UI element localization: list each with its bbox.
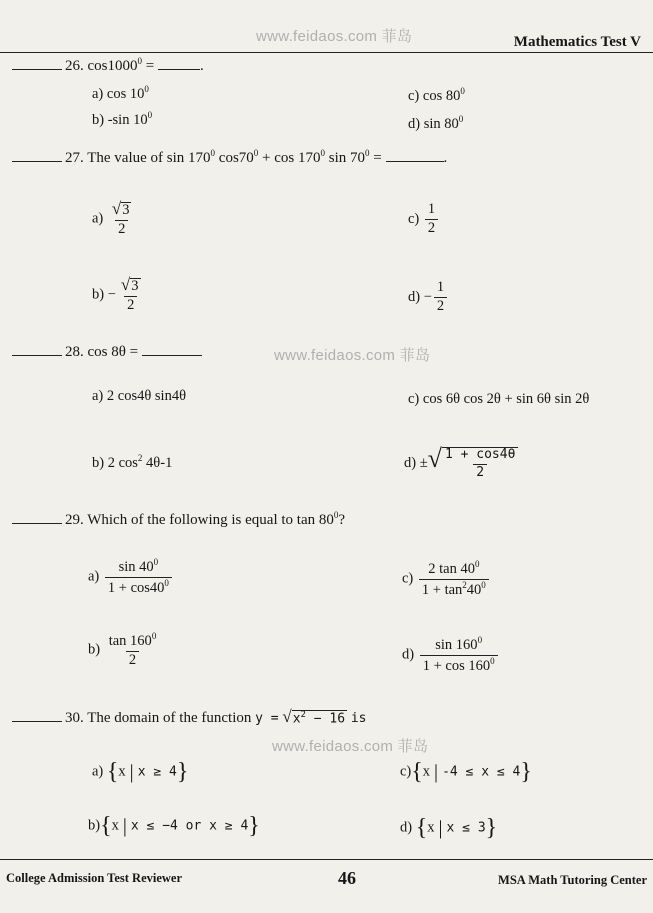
page-number: 46 xyxy=(338,868,356,888)
header-rule xyxy=(0,52,653,53)
option-b: b) -sin $10^0$ xyxy=(92,110,153,128)
option-d: d) − $\frac{1}{2}$ xyxy=(408,280,449,315)
option-a: a) {x | x ≥ 4} xyxy=(92,759,189,785)
footer-rule xyxy=(0,859,653,860)
option-d: d) $\frac{\sin 160^0}{1 + \cos 160^0}$ xyxy=(402,636,500,675)
option-c: c){x | -4 ≤ x ≤ 4} xyxy=(400,759,532,785)
answer-blank xyxy=(12,69,62,70)
option-a: a) 2 cos4θ sin4θ xyxy=(92,388,187,404)
option-a: a) $\cos 10^0$ xyxy=(92,84,149,102)
page-header-title: Mathematics Test V xyxy=(513,34,641,50)
option-d: d) $\sin 80^0$ xyxy=(408,114,464,132)
option-c: c) $\cos 80^0$ xyxy=(408,86,465,104)
question-30: 30. The domain of the function $y = √x^2 - 16$ is xyxy=(12,707,366,727)
option-a: a) $\frac{\sin 40^0}{1 + \cos 40^0}$ xyxy=(88,558,174,597)
option-d: d) ±√ $\frac{1 + \cos 4\theta}{2}$ xyxy=(404,444,520,480)
option-c: c) $\frac{2 \tan 40^0}{1 + \tan^240^0}$ xyxy=(402,560,491,599)
option-c: c) cos 6θ cos 2θ + sin 6θ sin 2θ xyxy=(408,391,590,407)
option-b: b) − $\frac{√3}{2}$ xyxy=(92,275,139,313)
option-b: b){x | x ≤ −4 or x ≥ 4} xyxy=(88,813,260,839)
footer-right: MSA Math Tutoring Center xyxy=(498,873,647,887)
option-a: a) $\frac{√3}{2}$ xyxy=(92,199,130,237)
watermark: www.feidaos.com 菲岛 xyxy=(274,347,431,364)
option-b: b) 2 $\cos^2 4\theta-1$ xyxy=(92,453,173,471)
question-26: 26. cos1000$^0$ = . xyxy=(12,56,204,75)
watermark: www.feidaos.com 菲岛 xyxy=(256,28,413,45)
question-29: 29. Which of the following is equal to $\tan 80^0$? xyxy=(12,510,345,529)
option-b: b) $\frac{\tan 160^0}{2}$ xyxy=(88,631,157,668)
fill-blank xyxy=(158,69,200,70)
question-27: 27. The value of $\sin 170^0$ $\cos 70^0 + \cos 170^0$ $\sin 70^0$ = . xyxy=(12,148,447,167)
question-28: 28. cos 8θ = xyxy=(12,344,202,361)
footer-left: College Admission Test Reviewer xyxy=(6,871,183,885)
option-c: c) $\frac{1}{2}$ xyxy=(408,202,440,237)
option-d: d) {x | x ≤ 3} xyxy=(400,815,498,841)
watermark: www.feidaos.com 菲岛 xyxy=(272,738,429,755)
